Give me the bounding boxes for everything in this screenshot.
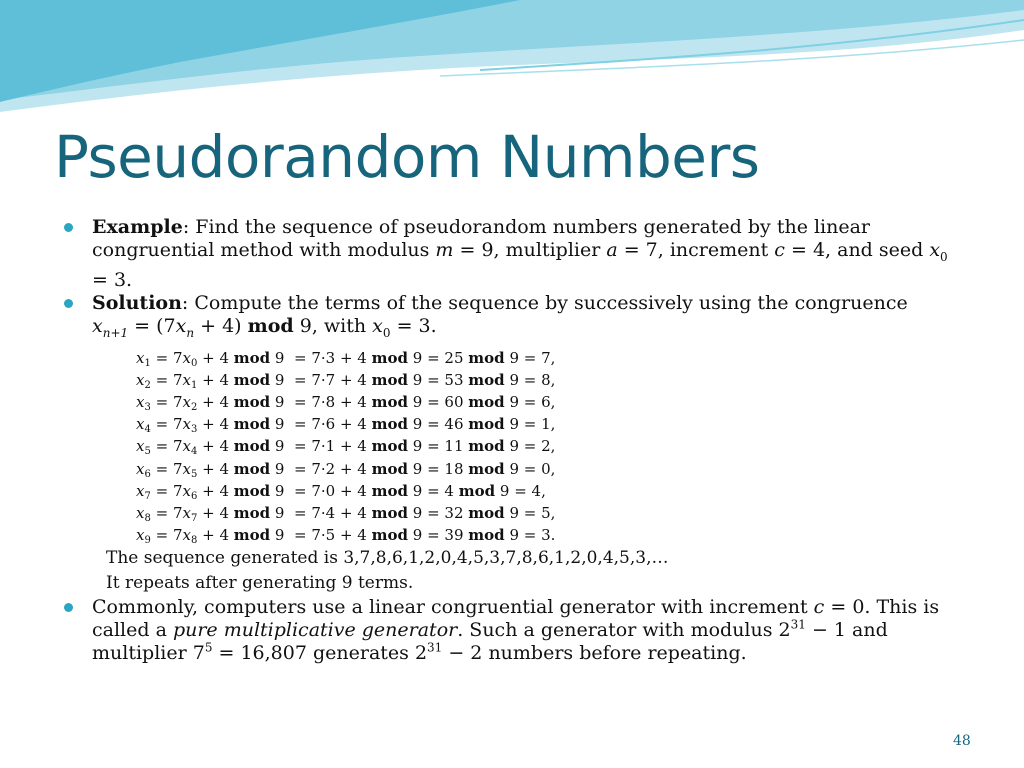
equation-line: $x_5 = 7x_4 + 4$ mod 9 = 7·1 + 4 mod 9 = 11 mod 9 = 2,: [136, 437, 556, 458]
example-text: = 9, multiplier: [453, 239, 607, 261]
pure-multiplicative-generator-term: pure multiplicative generator: [172, 619, 458, 642]
superscript: 31: [790, 618, 806, 633]
commonly-text: = 16,807 generates 2: [212, 642, 428, 665]
solution-label: Solution: [92, 291, 182, 314]
solution-text: 9, with: [293, 314, 373, 337]
example-text: = 3.: [92, 268, 133, 291]
var-c: c: [813, 596, 825, 619]
slide-title: Pseudorandom Numbers: [54, 123, 760, 191]
solution-text: = (7: [128, 314, 176, 337]
equation-line: $x_3 = 7x_2 + 4$ mod 9 = 7·8 + 4 mod 9 = 60 mod 9 = 6,: [136, 393, 556, 413]
header-wave-decoration: [0, 0, 1024, 120]
solution-text: = 3.: [390, 314, 437, 337]
superscript: 5: [204, 641, 213, 656]
example-text: = 4, and seed: [784, 239, 930, 261]
sequence-note: The sequence generated is 3,7,8,6,1,2,0,4,5,3,7,8,6,1,2,0,4,5,3,…: [106, 548, 669, 569]
commonly-bullet: [62, 596, 962, 665]
page-number: 48: [953, 733, 971, 749]
commonly-text: = 0. This is called a: [92, 596, 940, 642]
equation-line: $x_8 = 7x_7 + 4$ mod 9 = 7·4 + 4 mod 9 = 32 mod 9 = 5,: [136, 504, 556, 525]
var-a: a: [606, 239, 618, 261]
example-label: Example: [92, 216, 183, 238]
commonly-text: Commonly, computers use a linear congruential generator with increment: [92, 596, 814, 619]
equation-line: $x_9 = 7x_8 + 4$ mod 9 = 7·5 + 4 mod 9 = 39 mod 9 = 3.: [136, 526, 556, 547]
commonly-text: . Such a generator with modulus 2: [457, 619, 791, 642]
var-x: x: [372, 314, 383, 337]
example-text: : Find the sequence of pseudorandom numbers generated by the linear congruential method with modulus: [92, 216, 871, 261]
slide-content: [62, 216, 962, 665]
example-bullet: [62, 216, 962, 292]
subscript: 0: [382, 325, 391, 340]
solution-text: : Compute the terms of the sequence by successively using the congruence: [181, 291, 908, 314]
equation-line: $x_6 = 7x_5 + 4$ mod 9 = 7·2 + 4 mod 9 = 18 mod 9 = 0,: [136, 459, 556, 480]
var-m: m: [435, 239, 454, 261]
equation-line: $x_4 = 7x_3 + 4$ mod 9 = 7·6 + 4 mod 9 = 46 mod 9 = 1,: [136, 415, 556, 436]
equation-line: $x_1 = 7x_0 + 4$ mod 9 = 7·3 + 4 mod 9 = 25 mod 9 = 7,: [136, 348, 556, 369]
var-c: c: [774, 239, 785, 261]
subscript: n+1: [102, 325, 129, 340]
equation-list: [136, 347, 962, 547]
equation-line: $x_7 = 7x_6 + 4$ mod 9 = 7·0 + 4 mod 9 = 4 mod 9 = 4,: [136, 481, 546, 502]
equation-line: $x_2 = 7x_1 + 4$ mod 9 = 7·7 + 4 mod 9 = 53 mod 9 = 8,: [136, 370, 556, 391]
var-x: x: [175, 314, 187, 337]
solution-text: + 4): [194, 314, 248, 337]
repeat-note: It repeats after generating 9 terms.: [106, 573, 414, 594]
subscript: 0: [940, 249, 948, 264]
var-x: x: [92, 314, 103, 337]
solution-bullet: [62, 292, 962, 345]
mod-keyword: mod: [247, 314, 294, 337]
superscript: 31: [427, 641, 443, 656]
subscript: n: [186, 325, 195, 340]
commonly-text: − 2 numbers before repeating.: [442, 642, 747, 665]
example-text: = 7, increment: [617, 239, 775, 261]
var-x: x: [929, 239, 941, 261]
commonly-text: − 1 and multiplier 7: [92, 619, 888, 665]
